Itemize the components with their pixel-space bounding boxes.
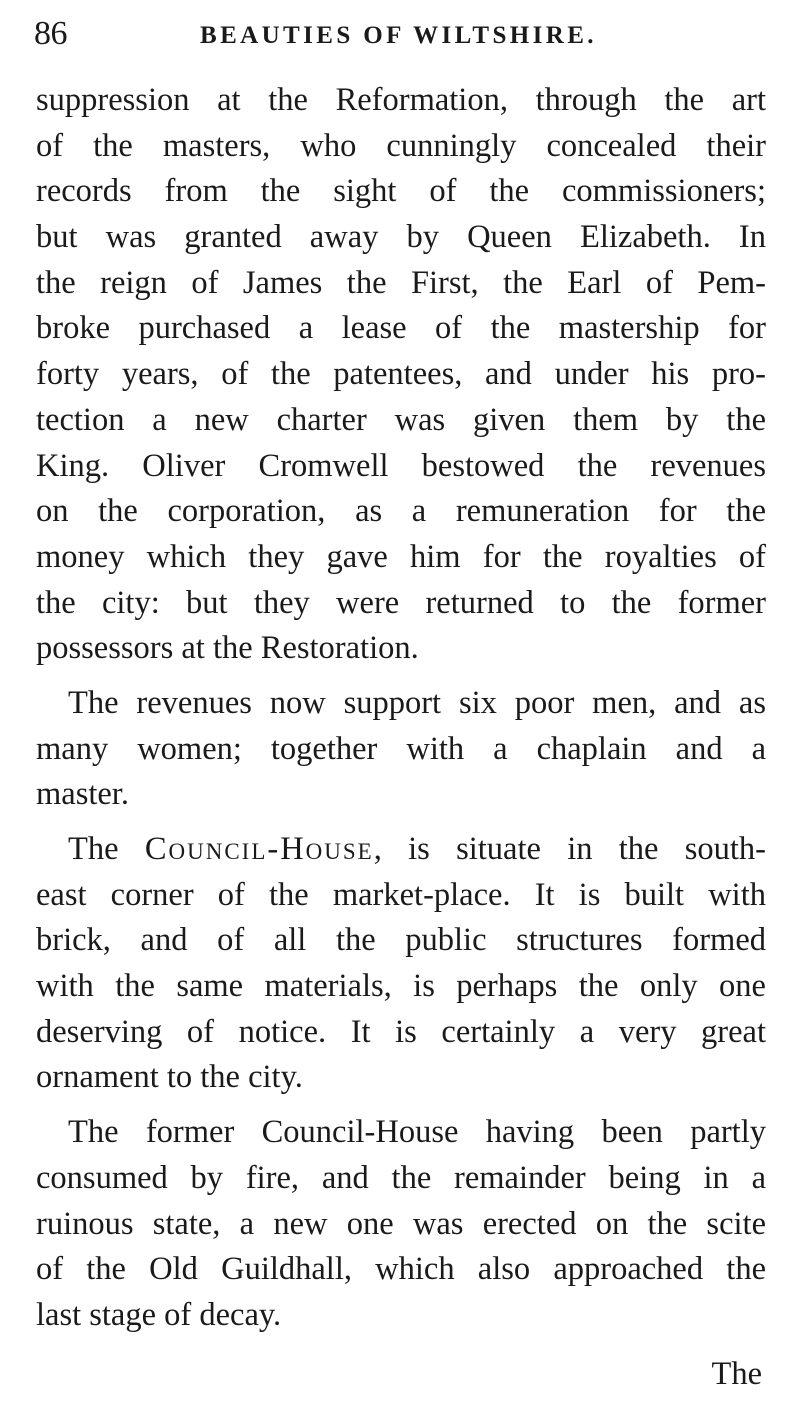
text-line: on the corporation, as a remuneration for the (36, 493, 766, 530)
text-line: last stage of decay. (36, 1296, 282, 1333)
running-head (34, 14, 764, 54)
text-line: consumed by fire, and the remainder being in a (36, 1159, 766, 1196)
text-line: master. (36, 776, 129, 813)
text-line: suppression at the Reformation, through the art (36, 82, 766, 118)
text-line: ruinous state, a new one was erected on the scite (36, 1205, 766, 1242)
paragraph-2 (36, 681, 766, 818)
paragraph-4 (36, 1110, 766, 1338)
line-lead: The (68, 831, 145, 867)
text-line: east corner of the market-place. It is built with (36, 876, 766, 913)
text-line: but was granted away by Queen Elizabeth. In (36, 219, 766, 256)
page-number: 86 (34, 15, 67, 52)
text-line: forty years, of the patentees, and under his pro- (36, 356, 766, 393)
text-line: broke purchased a lease of the mastership for (36, 310, 766, 347)
paragraph-3 (36, 827, 766, 1101)
text-line: money which they gave him for the royalties of (36, 538, 766, 575)
running-title: BEAUTIES OF WILTSHIRE. (200, 22, 597, 49)
text-line: many women; together with a chaplain and a (36, 730, 766, 767)
council-house-heading: Council-House (144, 831, 374, 867)
text-line (36, 827, 766, 873)
paragraph-1 (36, 78, 766, 672)
text-line: of the masters, who cunningly concealed their (36, 127, 766, 164)
text-line: tection a new charter was given them by the (36, 401, 766, 438)
text-line: the reign of James the First, the Earl of Pem- (36, 264, 766, 301)
line-rest: , is situate in the south- (373, 831, 767, 867)
text-line: deserving of notice. It is certainly a very great (36, 1013, 766, 1050)
text-line: of the Old Guildhall, which also approached the (36, 1251, 766, 1288)
text-line: The former Council-House having been partly (68, 1114, 766, 1151)
text-line: the city: but they were returned to the former (36, 584, 766, 621)
text-line: The revenues now support six poor men, and as (68, 684, 766, 721)
text-line: possessors at the Restoration. (36, 630, 419, 667)
text-line: King. Oliver Cromwell bestowed the revenues (36, 447, 766, 484)
body-text (36, 78, 766, 1339)
text-line: records from the sight of the commissioners; (36, 173, 766, 210)
catchword: The (711, 1356, 762, 1392)
text-line: brick, and of all the public structures formed (36, 922, 766, 959)
text-line: ornament to the city. (36, 1059, 303, 1096)
text-line: with the same materials, is perhaps the only one (36, 968, 766, 1005)
